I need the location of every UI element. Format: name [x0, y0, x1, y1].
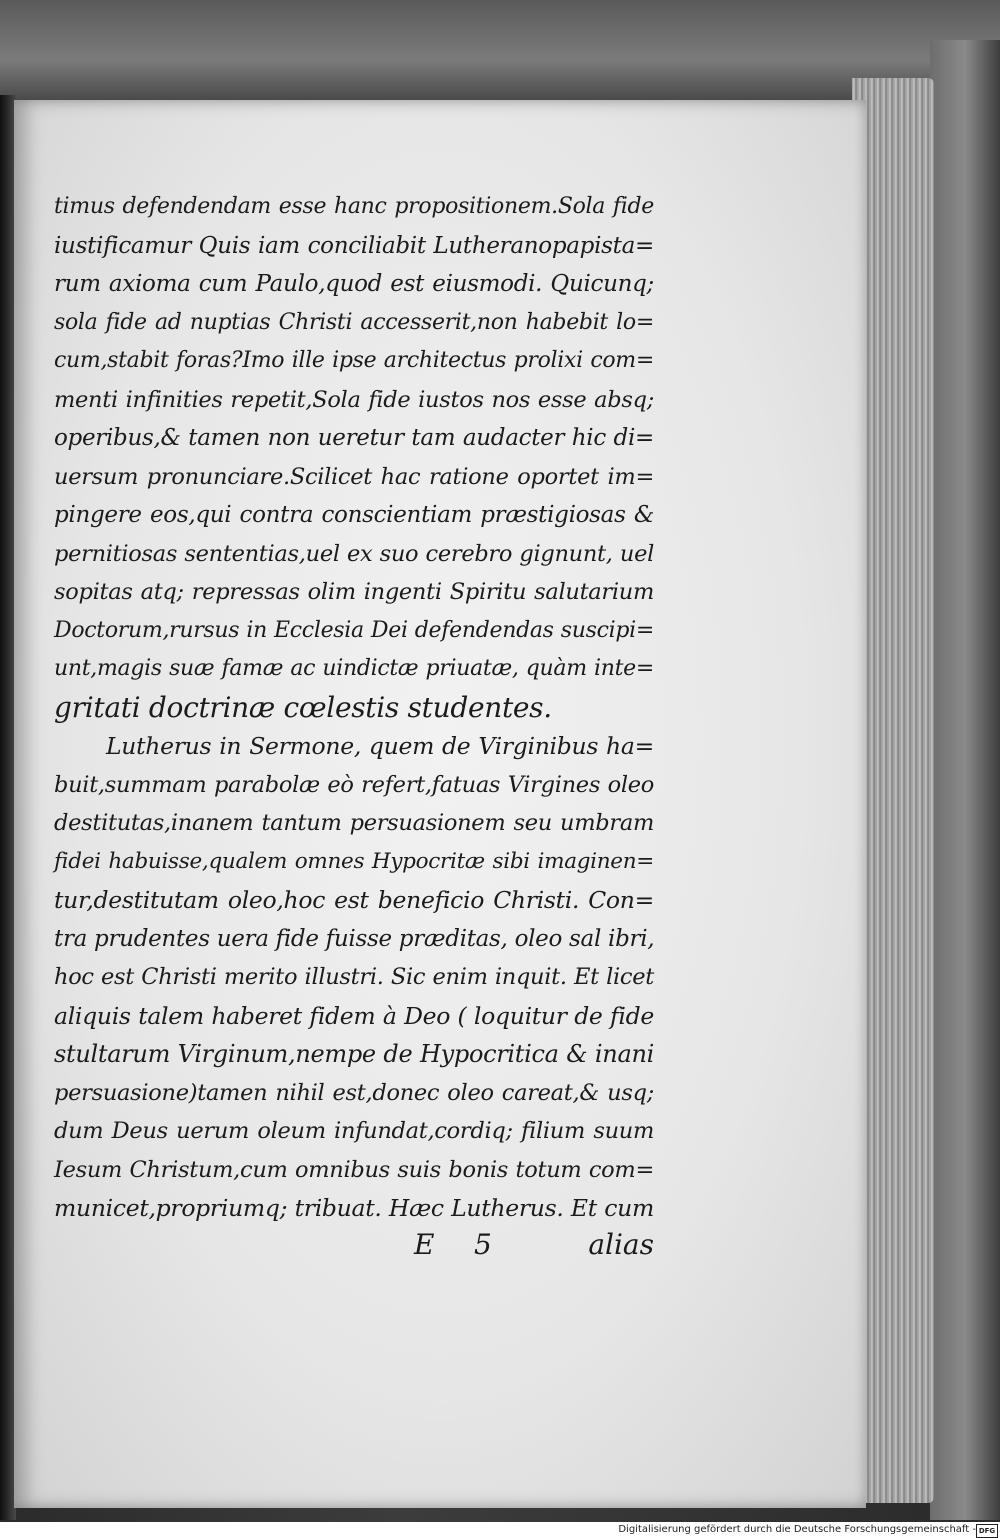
- catchword: alias: [588, 1228, 654, 1261]
- book-cover-right: [930, 40, 1000, 1520]
- text-line: aliquis talem haberet fidem à Deo ( loquitur de fide: [54, 1001, 654, 1030]
- funding-credit: Digitalisierung gefördert durch die Deutsche Forschungsgemeinschaft -: [618, 1524, 976, 1535]
- text-line: destitutas,inanem tantum persuasionem seu umbram: [54, 810, 654, 836]
- text-line: gritati doctrinæ cœlestis studentes.: [54, 690, 552, 724]
- text-line: persuasione)tamen nihil est,donec oleo careat,& usq;: [54, 1079, 654, 1106]
- book-cover-top: [0, 0, 1000, 100]
- page-number: 5: [474, 1228, 492, 1261]
- text-line: fidei habuisse,qualem omnes Hypocritæ sibi imaginen=: [54, 848, 654, 874]
- signature-mark: E: [414, 1228, 435, 1261]
- text-line: pingere eos,qui contra conscientiam præstigiosas &: [54, 502, 654, 528]
- text-line: operibus,& tamen non ueretur tam audacter hic di=: [54, 425, 654, 451]
- text-line: dum Deus uerum oleum infundat,cordiq; filium suum: [54, 1118, 654, 1144]
- text-line: sola fide ad nuptias Christi accesserit,non habebit lo=: [54, 309, 654, 335]
- page-text-block: [54, 188, 654, 1228]
- text-line: rum axioma cum Paulo,quod est eiusmodi. Quicunq;: [54, 271, 654, 297]
- text-line: Doctorum,rursus in Ecclesia Dei defendendas suscipi=: [54, 617, 654, 643]
- text-line: sopitas atq; repressas olim ingenti Spiritu salutarium: [54, 579, 654, 605]
- text-line: Iesum Christum,cum omnibus suis bonis totum com=: [54, 1156, 654, 1183]
- text-line: iustificamur Quis iam conciliabit Lutheranopapista=: [54, 232, 654, 259]
- text-line: municet,propriumq; tribuat. Hæc Lutherus. Et cum: [54, 1194, 654, 1222]
- text-line: tra prudentes uera fide fuisse præditas, oleo sal ibri,: [54, 925, 655, 952]
- credit-bar: [0, 1522, 1000, 1538]
- text-line: buit,summam parabolæ eò refert,fatuas Virgines oleo: [54, 771, 654, 798]
- book-page: [14, 100, 866, 1508]
- text-line: menti infinities repetit,Sola fide iustos nos esse absq;: [54, 386, 654, 413]
- text-line: pernitiosas sententias,uel ex suo cerebro gignunt, uel: [54, 540, 654, 567]
- text-line: cum,stabit foras?Imo ille ipse architectus prolixi com=: [54, 348, 654, 373]
- text-line: unt,magis suæ famæ ac uindictæ priuatæ, quàm inte=: [54, 656, 654, 681]
- text-line: timus defendendam esse hanc propositionem.Sola fide: [54, 194, 654, 219]
- text-line: tur,destitutam oleo,hoc est beneficio Christi. Con=: [54, 886, 654, 914]
- text-line: uersum pronunciare.Scilicet hac ratione oportet im=: [54, 463, 654, 490]
- text-line: stultarum Virginum,nempe de Hypocritica & inani: [54, 1040, 654, 1068]
- page-footer: [414, 1228, 654, 1266]
- dfg-logo: DFG: [976, 1524, 998, 1538]
- text-line: hoc est Christi merito illustri. Sic enim inquit. Et licet: [54, 964, 654, 990]
- text-line-paragraph-start: Lutherus in Sermone, quem de Virginibus ha=: [106, 732, 654, 760]
